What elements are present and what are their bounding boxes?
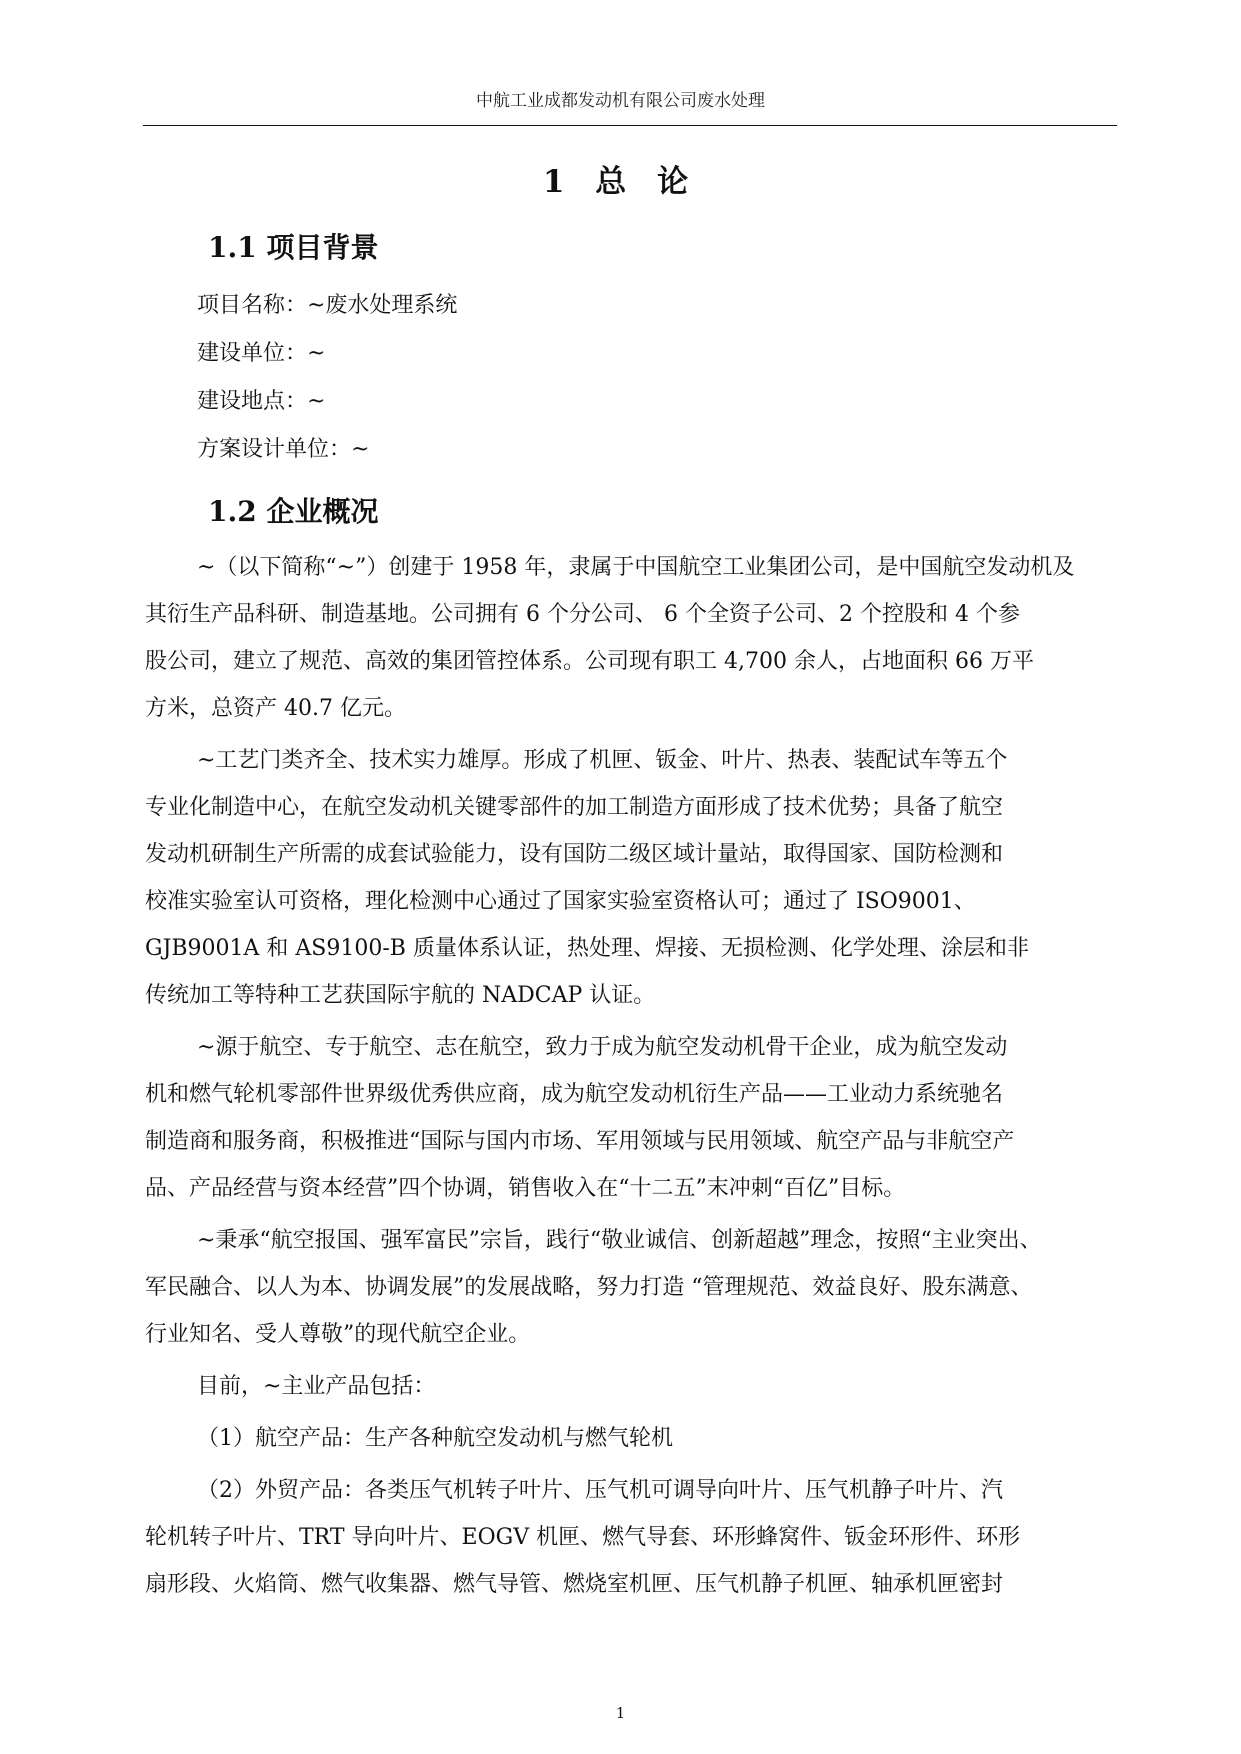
- section-heading-1-1: 1.1 项目背景: [208, 231, 379, 264]
- paragraph-line: 发动机研制生产所需的成套试验能力，设有国防二级区域计量站，取得国家、国防检测和: [145, 842, 1004, 867]
- field-construction-unit: 建设单位：~: [197, 341, 326, 366]
- header-rule: [143, 125, 1117, 126]
- paragraph-line: 轮机转子叶片、TRT 导向叶片、EOGV 机匣、燃气导套、环形蜂窝件、钣金环形件、环形: [145, 1525, 1021, 1550]
- paragraph-line: 扇形段、火焰筒、燃气收集器、燃气导管、燃烧室机匣、压气机静子机匣、轴承机匣密封: [145, 1572, 1004, 1597]
- paragraph-line: ~（以下简称“~”）创建于 1958 年，隶属于中国航空工业集团公司，是中国航空发动机及: [197, 555, 1075, 580]
- paragraph-line: 专业化制造中心，在航空发动机关键零部件的加工制造方面形成了技术优势；具备了航空: [145, 795, 1004, 820]
- paragraph-line: 目前，~主业产品包括：: [197, 1374, 436, 1399]
- list-item: （1）航空产品：生产各种航空发动机与燃气轮机: [197, 1426, 673, 1451]
- paragraph-line: 传统加工等特种工艺获国际宇航的 NADCAP 认证。: [145, 983, 656, 1008]
- paragraph-line: 校准实验室认可资格，理化检测中心通过了国家实验室资格认可；通过了 ISO9001、: [145, 889, 976, 914]
- running-header: 中航工业成都发动机有限公司废水处理: [476, 91, 765, 111]
- paragraph-line: 股公司，建立了规范、高效的集团管控体系。公司现有职工 4,700 余人，占地面积 66 万平: [145, 649, 1034, 674]
- paragraph-line: 军民融合、以人为本、协调发展”的发展战略，努力打造 “管理规范、效益良好、股东满意、: [145, 1275, 1033, 1300]
- paragraph-line: 制造商和服务商，积极推进“国际与国内市场、军用领域与民用领域、航空产品与非航空产: [145, 1129, 1015, 1154]
- section-heading-1-2: 1.2 企业概况: [208, 495, 379, 528]
- paragraph-line: 其衍生产品科研、制造基地。公司拥有 6 个分公司、 6 个全资子公司、2 个控股和 4 个参: [145, 602, 1020, 627]
- paragraph-line: ~工艺门类齐全、技术实力雄厚。形成了机匣、钣金、叶片、热表、装配试车等五个: [197, 748, 1008, 773]
- field-construction-site: 建设地点：~: [197, 389, 326, 414]
- paragraph-line: ~源于航空、专于航空、志在航空，致力于成为航空发动机骨干企业，成为航空发动: [197, 1035, 1008, 1060]
- paragraph-line: GJB9001A 和 AS9100-B 质量体系认证，热处理、焊接、无损检测、化学处理、涂层和非: [145, 936, 1029, 961]
- paragraph-line: 行业知名、受人尊敬”的现代航空企业。: [145, 1322, 531, 1347]
- field-design-unit: 方案设计单位：~: [197, 437, 370, 462]
- paragraph-line: 方米，总资产 40.7 亿元。: [145, 696, 406, 721]
- page-number: 1: [615, 1704, 626, 1722]
- field-project-name: 项目名称：~废水处理系统: [197, 293, 458, 318]
- paragraph-line: 机和燃气轮机零部件世界级优秀供应商，成为航空发动机衍生产品——工业动力系统驰名: [145, 1082, 1004, 1107]
- paragraph-line: 品、产品经营与资本经营”四个协调，销售收入在“十二五”末冲刺“百亿”目标。: [145, 1176, 906, 1201]
- list-item: （2）外贸产品：各类压气机转子叶片、压气机可调导向叶片、压气机静子叶片、汽: [197, 1478, 1003, 1503]
- chapter-title: 1 总 论: [542, 164, 699, 200]
- paragraph-line: ~秉承“航空报国、强军富民”宗旨，践行“敬业诚信、创新超越”理念，按照“主业突出、: [197, 1228, 1042, 1253]
